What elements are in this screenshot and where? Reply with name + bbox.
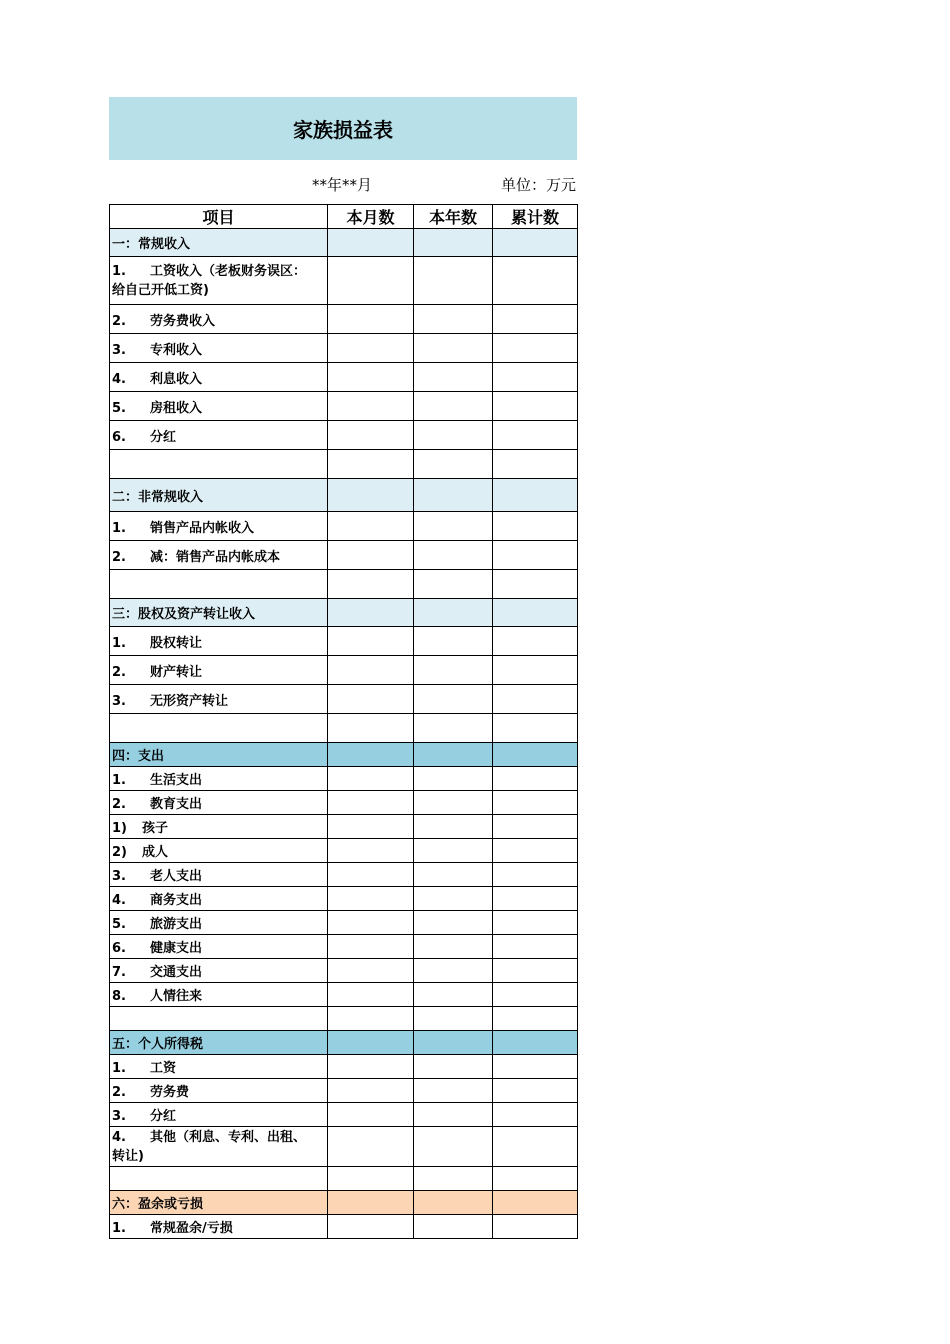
- cell[interactable]: [414, 599, 493, 627]
- cell[interactable]: [493, 1007, 578, 1031]
- header-row: [110, 205, 578, 229]
- row-text: 教育支出: [150, 797, 203, 812]
- row-label[interactable]: [110, 257, 328, 305]
- row-number: 1.: [112, 1221, 126, 1236]
- row-text: 其他（利息、专利、出租、: [150, 1129, 307, 1145]
- table-row: [110, 656, 578, 685]
- cell[interactable]: [493, 450, 578, 479]
- cell[interactable]: [328, 1079, 414, 1103]
- cell[interactable]: [414, 714, 493, 743]
- row-text: 股权转让: [150, 635, 203, 651]
- row-number: 4.: [112, 371, 126, 387]
- cell[interactable]: [328, 570, 414, 599]
- cell[interactable]: [414, 1031, 493, 1055]
- row-label[interactable]: [110, 1103, 328, 1127]
- row-label[interactable]: [110, 863, 328, 887]
- cell[interactable]: [493, 1215, 578, 1239]
- cell[interactable]: [414, 959, 493, 983]
- empty-row: [110, 1167, 578, 1191]
- cell[interactable]: [414, 1191, 493, 1215]
- cell[interactable]: [414, 911, 493, 935]
- cell[interactable]: [493, 363, 578, 392]
- report-title: 家族损益表: [109, 97, 577, 160]
- cell[interactable]: [328, 815, 414, 839]
- row-number: 4.: [112, 1129, 126, 1145]
- table-row: [110, 1103, 578, 1127]
- cell[interactable]: [414, 334, 493, 363]
- row-number: 1.: [112, 773, 126, 788]
- row-text: 生活支出: [150, 773, 203, 788]
- cell[interactable]: [414, 656, 493, 685]
- row-number: 7.: [112, 965, 126, 980]
- row-label[interactable]: [110, 791, 328, 815]
- cell[interactable]: [328, 392, 414, 421]
- table-row: [110, 839, 578, 863]
- unit-label: 单位：万元: [500, 176, 576, 194]
- cell[interactable]: [328, 1031, 414, 1055]
- cell[interactable]: [328, 479, 414, 512]
- cell[interactable]: [328, 512, 414, 541]
- cell[interactable]: [328, 656, 414, 685]
- cell[interactable]: [328, 1007, 414, 1031]
- cell[interactable]: [414, 1007, 493, 1031]
- cell[interactable]: [414, 983, 493, 1007]
- section-title[interactable]: 一：常规收入: [110, 229, 328, 257]
- row-number: 1.: [112, 263, 126, 279]
- table-row: [110, 815, 578, 839]
- table-row: [110, 935, 578, 959]
- row-number: 8.: [112, 989, 126, 1004]
- row-label[interactable]: [110, 305, 328, 334]
- row-text: 减：销售产品内帐成本: [150, 549, 281, 565]
- row-label[interactable]: [110, 363, 328, 392]
- section-row: [110, 1191, 578, 1215]
- cell[interactable]: [328, 1127, 414, 1167]
- table-row: [110, 791, 578, 815]
- cell[interactable]: [493, 229, 578, 257]
- cell[interactable]: [328, 935, 414, 959]
- cell[interactable]: [328, 257, 414, 305]
- table-row: [110, 541, 578, 570]
- income-statement-table: [109, 204, 578, 1239]
- cell[interactable]: [414, 1127, 493, 1167]
- cell[interactable]: [493, 863, 578, 887]
- row-text: 老人支出: [150, 869, 203, 884]
- table-row: [110, 305, 578, 334]
- header-month: 本月数: [328, 205, 414, 229]
- row-text: 劳务费收入: [150, 313, 216, 329]
- cell[interactable]: [493, 1167, 578, 1191]
- cell[interactable]: [328, 767, 414, 791]
- row-label[interactable]: [110, 512, 328, 541]
- header-cumulative: 累计数: [493, 205, 578, 229]
- table-row: [110, 983, 578, 1007]
- row-text-cont: 转让): [112, 1148, 144, 1164]
- cell[interactable]: [493, 887, 578, 911]
- row-number: 1): [112, 821, 127, 836]
- row-number: 3.: [112, 693, 126, 709]
- empty-row: [110, 714, 578, 743]
- row-label[interactable]: [110, 815, 328, 839]
- row-text: 交通支出: [150, 965, 203, 980]
- cell[interactable]: [328, 1215, 414, 1239]
- section-title[interactable]: 五：个人所得税: [110, 1031, 328, 1055]
- cell[interactable]: [328, 714, 414, 743]
- row-text: 常规盈余/亏损: [150, 1221, 233, 1236]
- row-label[interactable]: [110, 541, 328, 570]
- cell[interactable]: [493, 767, 578, 791]
- cell[interactable]: [493, 656, 578, 685]
- empty-row: [110, 570, 578, 599]
- cell[interactable]: [328, 743, 414, 767]
- row-number: 2.: [112, 1085, 126, 1100]
- report-date: **年**月: [312, 176, 373, 194]
- cell[interactable]: [414, 887, 493, 911]
- table-row: [110, 334, 578, 363]
- cell[interactable]: [110, 570, 328, 599]
- cell[interactable]: [328, 599, 414, 627]
- row-number: 1.: [112, 635, 126, 651]
- row-label[interactable]: [110, 685, 328, 714]
- row-text: 成人: [142, 845, 169, 860]
- row-label[interactable]: [110, 1079, 328, 1103]
- row-label[interactable]: [110, 656, 328, 685]
- cell[interactable]: [414, 791, 493, 815]
- row-number: 2.: [112, 549, 126, 565]
- row-number: 2.: [112, 797, 126, 812]
- table-row: [110, 512, 578, 541]
- section-title[interactable]: 三：股权及资产转让收入: [110, 599, 328, 627]
- row-number: 1.: [112, 1061, 126, 1076]
- empty-row: [110, 1007, 578, 1031]
- cell[interactable]: [493, 1079, 578, 1103]
- cell[interactable]: [493, 512, 578, 541]
- table-row: [110, 767, 578, 791]
- table-row: [110, 1055, 578, 1079]
- cell[interactable]: [493, 959, 578, 983]
- section-row: [110, 743, 578, 767]
- cell[interactable]: [328, 1103, 414, 1127]
- cell[interactable]: [328, 959, 414, 983]
- cell[interactable]: [414, 1215, 493, 1239]
- row-label[interactable]: [110, 1127, 328, 1167]
- row-number: 6.: [112, 941, 126, 956]
- section-row: [110, 1031, 578, 1055]
- row-number: 3.: [112, 869, 126, 884]
- cell[interactable]: [414, 479, 493, 512]
- row-number: 3.: [112, 342, 126, 358]
- row-number: 6.: [112, 429, 126, 445]
- cell[interactable]: [414, 257, 493, 305]
- cell[interactable]: [493, 935, 578, 959]
- cell[interactable]: [328, 911, 414, 935]
- cell[interactable]: [328, 1055, 414, 1079]
- cell[interactable]: [493, 541, 578, 570]
- cell[interactable]: [414, 392, 493, 421]
- cell[interactable]: [110, 714, 328, 743]
- cell[interactable]: [493, 599, 578, 627]
- table-row: [110, 685, 578, 714]
- cell[interactable]: [493, 743, 578, 767]
- cell[interactable]: [414, 541, 493, 570]
- section-row: [110, 599, 578, 627]
- cell[interactable]: [414, 1055, 493, 1079]
- table-row: [110, 627, 578, 656]
- cell[interactable]: [414, 512, 493, 541]
- row-text: 商务支出: [150, 893, 203, 908]
- row-number: 5.: [112, 400, 126, 416]
- cell[interactable]: [414, 743, 493, 767]
- row-label[interactable]: [110, 959, 328, 983]
- row-text: 销售产品内帐收入: [150, 520, 255, 536]
- cell[interactable]: [414, 767, 493, 791]
- header-item: 项目: [110, 205, 328, 229]
- cell[interactable]: [414, 839, 493, 863]
- cell[interactable]: [328, 541, 414, 570]
- row-number: 5.: [112, 917, 126, 932]
- cell[interactable]: [493, 1191, 578, 1215]
- cell[interactable]: [328, 305, 414, 334]
- row-number: 1.: [112, 520, 126, 536]
- row-number: 4.: [112, 893, 126, 908]
- cell[interactable]: [493, 392, 578, 421]
- table-row: [110, 911, 578, 935]
- row-number: 2.: [112, 664, 126, 680]
- row-text: 房租收入: [150, 400, 203, 416]
- row-label[interactable]: [110, 1055, 328, 1079]
- row-number: 2): [112, 845, 127, 860]
- cell[interactable]: [493, 714, 578, 743]
- cell[interactable]: [110, 1007, 328, 1031]
- cell[interactable]: [493, 815, 578, 839]
- cell[interactable]: [493, 911, 578, 935]
- cell[interactable]: [328, 627, 414, 656]
- cell[interactable]: [328, 839, 414, 863]
- section-row: [110, 229, 578, 257]
- row-label[interactable]: [110, 1215, 328, 1239]
- cell[interactable]: [328, 1191, 414, 1215]
- cell[interactable]: [328, 791, 414, 815]
- cell[interactable]: [328, 863, 414, 887]
- cell[interactable]: [328, 363, 414, 392]
- cell[interactable]: [493, 479, 578, 512]
- row-text: 劳务费: [150, 1085, 190, 1100]
- cell[interactable]: [328, 887, 414, 911]
- row-text: 分红: [150, 429, 177, 445]
- cell[interactable]: [414, 421, 493, 450]
- row-number: 3.: [112, 1109, 126, 1124]
- row-text: 专利收入: [150, 342, 203, 358]
- row-text: 财产转让: [150, 664, 203, 680]
- cell[interactable]: [328, 983, 414, 1007]
- cell[interactable]: [110, 450, 328, 479]
- cell[interactable]: [493, 1127, 578, 1167]
- table-row: [110, 959, 578, 983]
- section-row: [110, 479, 578, 512]
- cell[interactable]: [328, 685, 414, 714]
- cell[interactable]: [414, 1167, 493, 1191]
- table-row: [110, 363, 578, 392]
- cell[interactable]: [110, 1167, 328, 1191]
- cell[interactable]: [414, 1103, 493, 1127]
- table-row: [110, 1079, 578, 1103]
- cell[interactable]: [493, 1055, 578, 1079]
- table-row: [110, 887, 578, 911]
- cell[interactable]: [414, 815, 493, 839]
- cell[interactable]: [328, 1167, 414, 1191]
- section-title[interactable]: 六：盈余或亏损: [110, 1191, 328, 1215]
- row-text: 人情往来: [150, 989, 203, 1004]
- cell[interactable]: [493, 839, 578, 863]
- cell[interactable]: [414, 363, 493, 392]
- cell[interactable]: [414, 570, 493, 599]
- cell[interactable]: [493, 1103, 578, 1127]
- cell[interactable]: [328, 450, 414, 479]
- cell[interactable]: [414, 863, 493, 887]
- row-label[interactable]: [110, 392, 328, 421]
- cell[interactable]: [414, 305, 493, 334]
- row-text: 工资收入（老板财务误区：: [150, 263, 307, 279]
- row-text: 利息收入: [150, 371, 203, 387]
- cell[interactable]: [493, 570, 578, 599]
- cell[interactable]: [328, 229, 414, 257]
- table-row: [110, 392, 578, 421]
- cell[interactable]: [493, 983, 578, 1007]
- cell[interactable]: [414, 1079, 493, 1103]
- section-title[interactable]: 四：支出: [110, 743, 328, 767]
- row-label[interactable]: [110, 627, 328, 656]
- row-text-cont: 给自己开低工资): [112, 282, 209, 298]
- table-row: [110, 421, 578, 450]
- row-text: 无形资产转让: [150, 693, 229, 709]
- cell[interactable]: [328, 421, 414, 450]
- row-label[interactable]: [110, 421, 328, 450]
- cell[interactable]: [493, 257, 578, 305]
- header-year: 本年数: [414, 205, 493, 229]
- cell[interactable]: [493, 305, 578, 334]
- cell[interactable]: [493, 421, 578, 450]
- cell[interactable]: [414, 627, 493, 656]
- cell[interactable]: [414, 935, 493, 959]
- row-text: 工资: [150, 1061, 177, 1076]
- table-row: [110, 863, 578, 887]
- cell[interactable]: [493, 334, 578, 363]
- table-row: [110, 1127, 578, 1167]
- cell[interactable]: [493, 627, 578, 656]
- row-label[interactable]: [110, 911, 328, 935]
- row-label[interactable]: [110, 334, 328, 363]
- cell[interactable]: [493, 791, 578, 815]
- cell[interactable]: [493, 1031, 578, 1055]
- cell[interactable]: [414, 229, 493, 257]
- row-label[interactable]: [110, 767, 328, 791]
- row-text: 健康支出: [150, 941, 203, 956]
- table-row: [110, 257, 578, 305]
- cell[interactable]: [414, 450, 493, 479]
- empty-row: [110, 450, 578, 479]
- row-text: 分红: [150, 1109, 177, 1124]
- cell[interactable]: [328, 334, 414, 363]
- row-label[interactable]: [110, 839, 328, 863]
- row-text: 旅游支出: [150, 917, 203, 932]
- section-title[interactable]: 二：非常规收入: [110, 479, 328, 512]
- row-label[interactable]: [110, 887, 328, 911]
- row-label[interactable]: [110, 983, 328, 1007]
- row-label[interactable]: [110, 935, 328, 959]
- row-number: 2.: [112, 313, 126, 329]
- cell[interactable]: [493, 685, 578, 714]
- table-row: [110, 1215, 578, 1239]
- cell[interactable]: [414, 685, 493, 714]
- row-text: 孩子: [142, 821, 169, 836]
